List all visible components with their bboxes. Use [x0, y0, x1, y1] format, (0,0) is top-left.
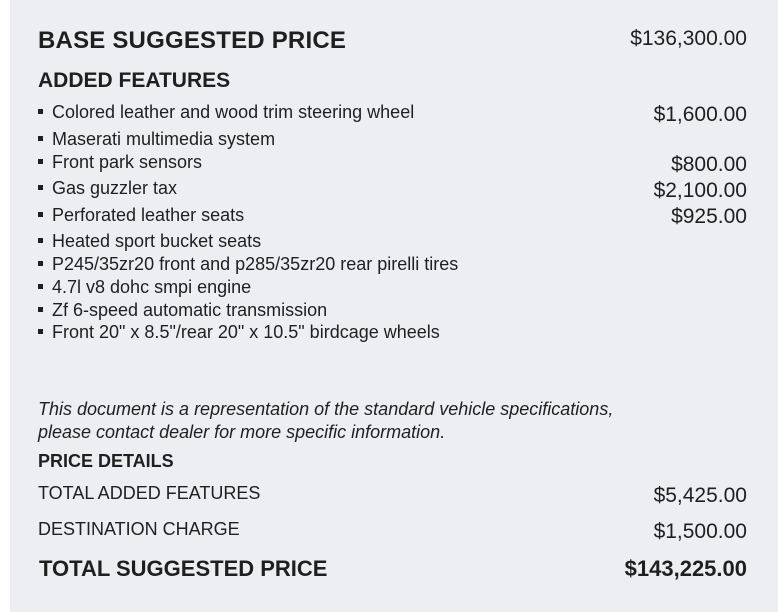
feature-label: P245/35zr20 front and p285/35zr20 rear pirelli tires — [52, 254, 459, 274]
destination-charge-label: DESTINATION CHARGE — [38, 519, 240, 539]
feature-price: $800.00 — [671, 153, 747, 176]
feature-item — [38, 178, 177, 199]
feature-item — [38, 129, 275, 150]
total-added-features-value: $5,425.00 — [653, 484, 747, 507]
destination-charge-value: $1,500.00 — [653, 520, 747, 543]
feature-item — [38, 152, 202, 173]
total-suggested-price-value: $143,225.00 — [624, 556, 747, 581]
feature-price: $1,600.00 — [653, 103, 747, 126]
total-added-features-label: TOTAL ADDED FEATURES — [38, 483, 261, 503]
price-sheet — [10, 0, 778, 612]
disclaimer-line-1: This document is a representation of the standard vehicle specifications, — [38, 399, 614, 419]
feature-item — [38, 254, 458, 275]
bullet-icon — [38, 159, 43, 164]
bullet-icon — [38, 307, 43, 312]
base-price-value: $136,300.00 — [630, 27, 747, 50]
bullet-icon — [38, 261, 43, 266]
bullet-icon — [38, 238, 43, 243]
feature-label: Front park sensors — [52, 152, 203, 172]
feature-label: Heated sport bucket seats — [52, 231, 262, 251]
bullet-icon — [38, 212, 43, 217]
feature-price: $2,100.00 — [653, 179, 747, 202]
feature-item — [38, 277, 251, 298]
feature-item — [38, 205, 244, 226]
feature-price: $925.00 — [671, 205, 747, 228]
feature-item — [38, 231, 261, 252]
feature-label: Gas guzzler tax — [52, 178, 178, 198]
base-price-label: BASE SUGGESTED PRICE — [38, 27, 347, 54]
feature-label: Colored leather and wood trim steering wheel — [52, 102, 415, 122]
bullet-icon — [38, 284, 43, 289]
feature-label: Maserati multimedia system — [52, 129, 276, 149]
feature-label: Zf 6-speed automatic transmission — [52, 300, 328, 320]
bullet-icon — [38, 329, 43, 334]
feature-label: Front 20" x 8.5"/rear 20" x 10.5" birdcage wheels — [52, 322, 440, 342]
price-details-heading: PRICE DETAILS — [38, 451, 174, 471]
added-features-heading: ADDED FEATURES — [38, 69, 231, 92]
total-suggested-price-label: TOTAL SUGGESTED PRICE — [39, 556, 328, 581]
feature-item — [38, 300, 327, 321]
bullet-icon — [38, 109, 43, 114]
feature-item — [38, 322, 440, 343]
bullet-icon — [38, 136, 43, 141]
feature-label: 4.7l v8 dohc smpi engine — [52, 277, 252, 297]
bullet-icon — [38, 185, 43, 190]
feature-label: Perforated leather seats — [52, 205, 245, 225]
feature-item — [38, 102, 414, 123]
disclaimer-line-2: please contact dealer for more specific information. — [38, 422, 446, 442]
